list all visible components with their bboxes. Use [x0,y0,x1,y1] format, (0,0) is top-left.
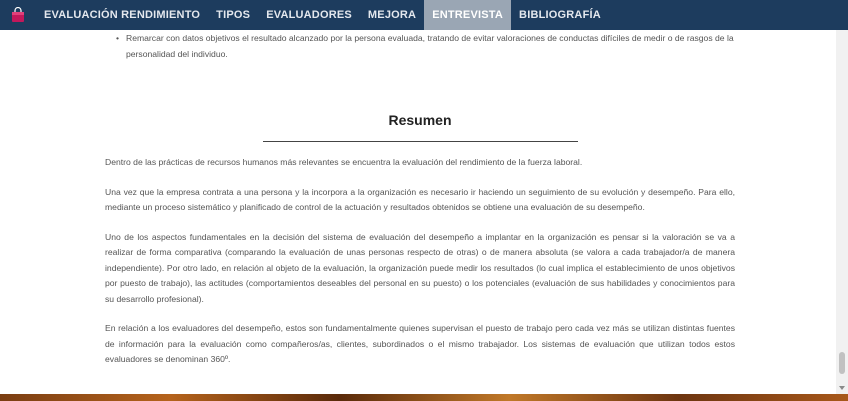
nav-item-tipos[interactable]: TIPOS [216,9,251,21]
vertical-scrollbar[interactable] [836,30,848,394]
main-content [105,30,735,368]
nav-item-evaluadores[interactable]: EVALUADORES [266,9,352,21]
paragraph: En relación a los evaluadores del desempeño, estos son fundamentalmente quienes supervisan el puesto de trabajo pero cada vez más se utilizan distintas fuentes de información para la evaluación como compañeros/as, clientes, subordinados o el mismo trabajador. Los sistemas de evaluación que utilizan todos estos evaluadores se denominan 360º. [105,323,735,364]
paragraph: Uno de los aspectos fundamentales en la decisión del sistema de evaluación del desempeño a implantar en la organización es pensar si la valoración se va a realizar de forma comparativa (comparando la evaluación de unas personas respecto de otras) o de manera absoluta (se valora a cada trabajador/a de manera independiente). Por otro lado, en relación al objeto de la evaluación, la organización puede medir los resultados (lo cual implica el establecimiento de unos objetivos por puesto de trabajo), las actitudes (comportamientos deseables del personal en su puesto) o los potenciales (evaluación de sus habilidades y conocimientos para su desarrollo profesional). [105,231,735,304]
scroll-down-arrow-icon[interactable] [839,386,845,390]
nav-item-entrevista[interactable]: ENTREVISTA [424,0,511,30]
bullet-text: Remarcar con datos objetivos el resultado alcanzado por la persona evaluada, tratando de evitar valoraciones de conductas difíciles de medir o de rasgos de la personalidad del individuo. [126,33,734,59]
paragraph: Una vez que la empresa contrata a una persona y la incorpora a la organización es necesario ir haciendo un seguimiento de su evolución y desempeño. Para ello, mediante un proceso sistemático y planificado de control de la actuación y resultados obtenidos se obtiene una evaluación de su desempeño. [105,186,735,212]
top-navbar [0,0,848,30]
nav-item-mejora[interactable]: MEJORA [367,9,417,21]
paragraph: Dentro de las prácticas de recursos humanos más relevantes se encuentra la evaluación del rendimiento de la fuerza laboral. [105,157,583,167]
footer-image-strip [0,394,848,401]
title-divider [263,141,578,142]
nav-item-bibliografia[interactable]: BIBLIOGRAFÍA [519,9,601,21]
bullet-dot: • [116,33,120,43]
shopping-bag-icon[interactable] [8,5,28,25]
list-item [105,31,735,62]
section-title: Resumen [388,112,452,128]
scrollbar-thumb[interactable] [839,352,845,374]
nav-item-evaluacion-rendimiento[interactable]: EVALUACIÓN RENDIMIENTO [44,9,201,21]
